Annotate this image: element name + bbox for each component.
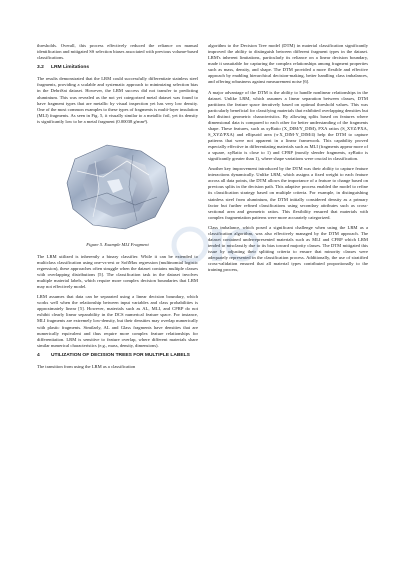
paragraph: thresholds. Overall, this process effectively reduced the reliance on manual identification and mitigated SS selection biases associated with previous volume-based classifications. xyxy=(37,43,198,61)
right-column xyxy=(208,43,368,277)
left-column xyxy=(37,43,198,374)
paragraph: algorithm to the Decision Tree model (DTM) in material classification significantly improved the ability to distinguish between different fragment types in the dataset. LRM's inherent limitations, particularly its reliance on a linear decision boundary, made it unsuitable for capturing the complex relationships among fragment properties such as mass, density, and shape. The DTM provided a more flexible and effective approach by enabling hierarchical decision-making, better handling class imbalances, and offering robustness against measurement noise [6]. xyxy=(208,43,368,85)
section-heading-4 xyxy=(37,353,198,359)
formula-ellipsoid-area: π·X_DIM·Y_DIM/4 xyxy=(275,131,314,137)
formula-pxa-ratio-2: S_XYZ/PXA xyxy=(208,131,233,137)
paragraph: The transition from using the LRM as a classification xyxy=(37,363,136,369)
paragraph: Another key improvement introduced by the DTM was their ability to capture feature interactions dynamically. Unlike LRM, which assigns a fixed weight to each feature across all data points, the DTM allows the importance of a feature to change based on previous splits in the decision path. This adaptive process enabled the model to refine its classification strategy based on multiple criteria. For example, in distinguishing stainless steel from aluminium, the DTM initially considered density as a primary factor but further refined classifications using secondary attributes such as cross-sectional area and geometric ratios. This flexibility ensured that materials with complex fragmentation patterns were more accurately categorized. xyxy=(208,166,368,220)
paragraph: LRM assumes that data can be separated using a linear decision boundary, which works well when the relationship between input variables and class probabilities is approximately linear [5]. However, materials such as AL, MLI, and CFRP do not exhibit clearly linear separability in the DCS numerical feature space. For instance, MLI fragments are extremely low-density, but their densities may overlap numerically with plastic fragments. Similarly, AL and Glass fragments have densities that are numerically equivalent and thus require more complex feature relationships for differentiation. LRM is sensitive to feature overlap, where different materials share similar numerical characteristics (e.g., mass, density, dimensions). xyxy=(37,294,198,348)
section-heading-3-2 xyxy=(37,65,198,71)
section-number: 4 xyxy=(37,352,40,358)
section-title: LRM Limitations xyxy=(51,65,90,71)
paragraph: The results demonstrated that the LRM could successfully differentiate stainless steel fragments, providing a scalable and systematic approach to minimizing selection bias in the DebriSat dataset. However, the LRM success did not transfer to predicting aluminium. This was revealed as the not yet categorized metal dataset was found to have fragment types that are metallic by visual inspection yet has very low density. One of the most common examples to these types of fragments is multi-layer insulation (MLI) fragments. As seen in Fig. 5, it visually similar to a metallic foil, yet its density is significantly low to be a metal fragment (0.00038 g/mm³). xyxy=(37,76,198,124)
mli-fragment-image xyxy=(37,131,198,239)
figure-mli-fragment xyxy=(37,131,198,239)
paragraph-with-formulas: A major advantage of the DTM is the ability to handle nonlinear relationships in the dataset. Unlike LRM, which assumes a linear separation between classes, DTM partitions the feature space iteratively based on optimal threshold values. This was particularly beneficial for classifying materials that exhibited overlapping densities but had distinct geometric characteristics. By allowing splits based on features where dimensional data is compared to each other for better understanding of the fragments shape. These features, such as xyRatio (X_DIM/Y_DIM), PXA ratios (S_XYZ/PXA, S_XYZ/PXA) and ellipsoid area (π·X_DIM·Y_DIM/4) help the DTM to capture patterns that were not apparent in a linear framework. This capability proved especially effective in differentiating materials such as MLI (fragments appear more of a square, xyRatio is close to 1) and CFRP (mostly slender fragments, xyRatio is significantly greater than 1), where shape variations were crucial in classification. xyxy=(208,89,368,162)
formula-pxa-ratio-1: S_XYZ/PXA xyxy=(342,125,367,131)
section-title: UTILIZATION OF DECISION TREES FOR MULTIPLE LABELS xyxy=(51,352,190,358)
formula-xy-ratio: X_DIM/Y_DIM xyxy=(283,125,315,131)
figure-caption: Figure 5. Example MLI Fragment xyxy=(86,241,149,247)
section-number: 3.2 xyxy=(37,65,44,71)
paragraph: The LRM utilized is inherently a binary classifier. While it can be extended to multiclass classification using one-vs-rest or SoftMax regression (multinomial logistic regression), these approaches often struggle when the dataset contains multiple classes with overlapping distributions [5]. The classification task in the dataset involves multiple material labels, which require more complex decision boundaries that LRM may not effectively model. xyxy=(37,253,198,290)
paragraph: Class imbalance, which posed a significant challenge when using the LRM as a classification algorithm, was also effectively managed by the DTM approach. The dataset contained underrepresented materials such as MLI and CFRP which LRM tended to misclassify due to its bias toward majority classes. The DTM mitigated this issue by adjusting their splitting criteria to ensure that minority classes were adequately represented in the classification process. Additionally, the use of stratified cross-validation ensured that all material types contributed proportionally to the training process, xyxy=(208,224,368,273)
